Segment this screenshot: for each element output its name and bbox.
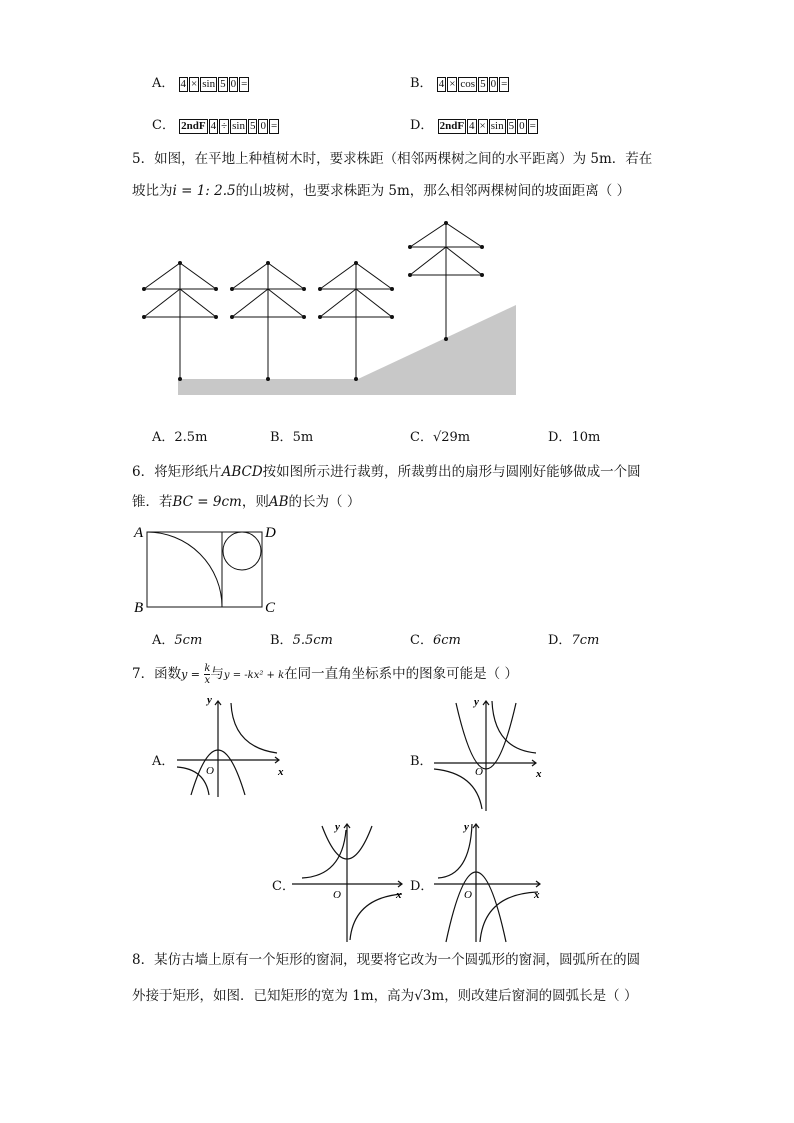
q6-line1: 6．将矩形纸片ABCD按如图所示进行裁剪，所裁剪出的扇形与圆刚好能够做成一个圆	[132, 464, 641, 480]
q5-option-b[interactable]: B．5m	[270, 430, 314, 445]
q4-option-b[interactable]: B． 4 × cos 5 0 =	[410, 72, 510, 92]
hyperbola-right	[492, 701, 536, 753]
svg-text:y: y	[207, 695, 212, 706]
sector-arc	[147, 532, 222, 607]
slope-ground	[178, 305, 516, 395]
calc-key: ×	[449, 78, 456, 90]
calc-key: 5	[480, 78, 486, 90]
q4-option-a[interactable]: A． 4 × sin 5 0 =	[152, 72, 250, 92]
calc-key: =	[501, 78, 508, 90]
q7-option-c-label[interactable]: C．	[272, 879, 295, 894]
q4-option-d-keys	[438, 118, 539, 133]
q6-line2: 锥．若BC = 9cm，则AB的长为（ ）	[132, 494, 361, 510]
calc-key: sin	[232, 120, 245, 132]
calc-key: 5	[508, 120, 515, 132]
q7-option-a-label[interactable]: A．	[152, 754, 175, 769]
svg-text:x: x	[534, 889, 540, 901]
q7-graph-d[interactable]	[432, 818, 547, 946]
calc-key: ×	[479, 120, 486, 132]
calc-key: 4	[210, 120, 217, 132]
q5-option-a[interactable]: A．2.5m	[152, 430, 208, 445]
label-c: C	[265, 600, 276, 616]
svg-text:x: x	[536, 768, 542, 780]
q6-option-b[interactable]: B．5.5cm	[270, 633, 333, 648]
svg-text:O: O	[475, 766, 483, 778]
svg-text:O: O	[333, 889, 341, 901]
hyperbola-left	[302, 830, 346, 878]
q5-line2: 坡比为i = 1: 2.5的山坡树，也要求株距为 5m，那么相邻两棵树间的坡面距离（ ）	[132, 183, 631, 199]
calc-key: 0	[519, 120, 525, 132]
calc-key: 2ndF	[181, 120, 206, 132]
label-b: B	[134, 600, 144, 616]
q7-graph-b[interactable]	[432, 695, 547, 815]
q8-line1: 8．某仿古墙上原有一个矩形的窗洞，现要将它改为一个圆弧形的窗洞，圆弧所在的圆	[132, 952, 641, 968]
cone-base-circle	[223, 532, 261, 570]
svg-text:y: y	[335, 821, 340, 833]
hyperbola-right	[350, 894, 402, 940]
q7-stem: 7．函数y = $\frac{k}{x}$ 与y = -kx² + k在同一直角坐标系中的图象可能是（ ）	[132, 663, 518, 686]
q6-option-c[interactable]: C．6cm	[410, 633, 461, 648]
calc-key: cos	[460, 78, 476, 90]
q6-rectangle-figure	[130, 520, 290, 620]
q5-line1: 5．如图，在平地上种植树木时，要求株距（相邻两棵树之间的水平距离）为 5m．若在	[132, 151, 653, 167]
calc-key: 2ndF	[439, 120, 465, 132]
q7-graph-c[interactable]	[290, 818, 410, 946]
q7-graph-a[interactable]	[175, 695, 290, 800]
svg-text:O: O	[206, 765, 214, 777]
q4-option-a-keys	[179, 76, 251, 91]
svg-text:y: y	[464, 821, 469, 833]
q5-trees-figure	[130, 215, 530, 400]
hyperbola-left	[177, 767, 209, 795]
calc-key: 4	[180, 78, 187, 90]
calc-key: sin	[490, 120, 504, 132]
label-d: D	[265, 525, 276, 541]
tree-1	[144, 263, 216, 379]
calc-key: ÷	[221, 120, 228, 132]
svg-text:x: x	[278, 766, 284, 778]
calc-key: 4	[469, 120, 475, 132]
calc-key: =	[270, 120, 278, 132]
hyperbola-right	[231, 703, 277, 753]
calc-key: =	[529, 120, 536, 132]
calc-key: 0	[230, 78, 237, 90]
q4-option-b-keys	[437, 76, 511, 91]
calc-key: =	[241, 78, 248, 90]
tree-4	[410, 223, 482, 339]
q7-option-b-label[interactable]: B．	[410, 754, 433, 769]
q6-option-a[interactable]: A．5cm	[152, 633, 203, 648]
label-a: A	[134, 525, 144, 541]
calc-key: 0	[490, 78, 497, 90]
tree-2	[232, 263, 304, 379]
hyperbola-right	[480, 892, 538, 942]
q5-option-c[interactable]: C．√29m	[410, 430, 471, 445]
calc-key: 4	[438, 78, 445, 90]
svg-text:O: O	[464, 889, 472, 901]
svg-text:y: y	[474, 696, 479, 708]
q4-option-c[interactable]: C． 2ndF 4 ÷ sin 5 0 =	[152, 114, 280, 134]
q7-option-d-label[interactable]: D．	[410, 879, 434, 894]
calc-key: sin	[202, 78, 216, 90]
q8-line2: 外接于矩形，如图．已知矩形的宽为 1m，高为√3m，则改建后窗洞的圆弧长是（ ）	[132, 988, 638, 1004]
calc-key: 5	[220, 78, 226, 90]
calc-key: 5	[249, 120, 256, 132]
q6-option-d[interactable]: D．7cm	[548, 633, 600, 648]
tree-3	[320, 263, 392, 379]
svg-text:x: x	[396, 889, 402, 901]
calc-key: 0	[260, 120, 266, 132]
q4-option-d[interactable]: D． 2ndF 4 × sin 5 0 =	[410, 114, 539, 134]
q5-option-d[interactable]: D．10m	[548, 430, 601, 445]
calc-key: ×	[191, 78, 198, 90]
q4-option-c-keys	[179, 118, 280, 133]
